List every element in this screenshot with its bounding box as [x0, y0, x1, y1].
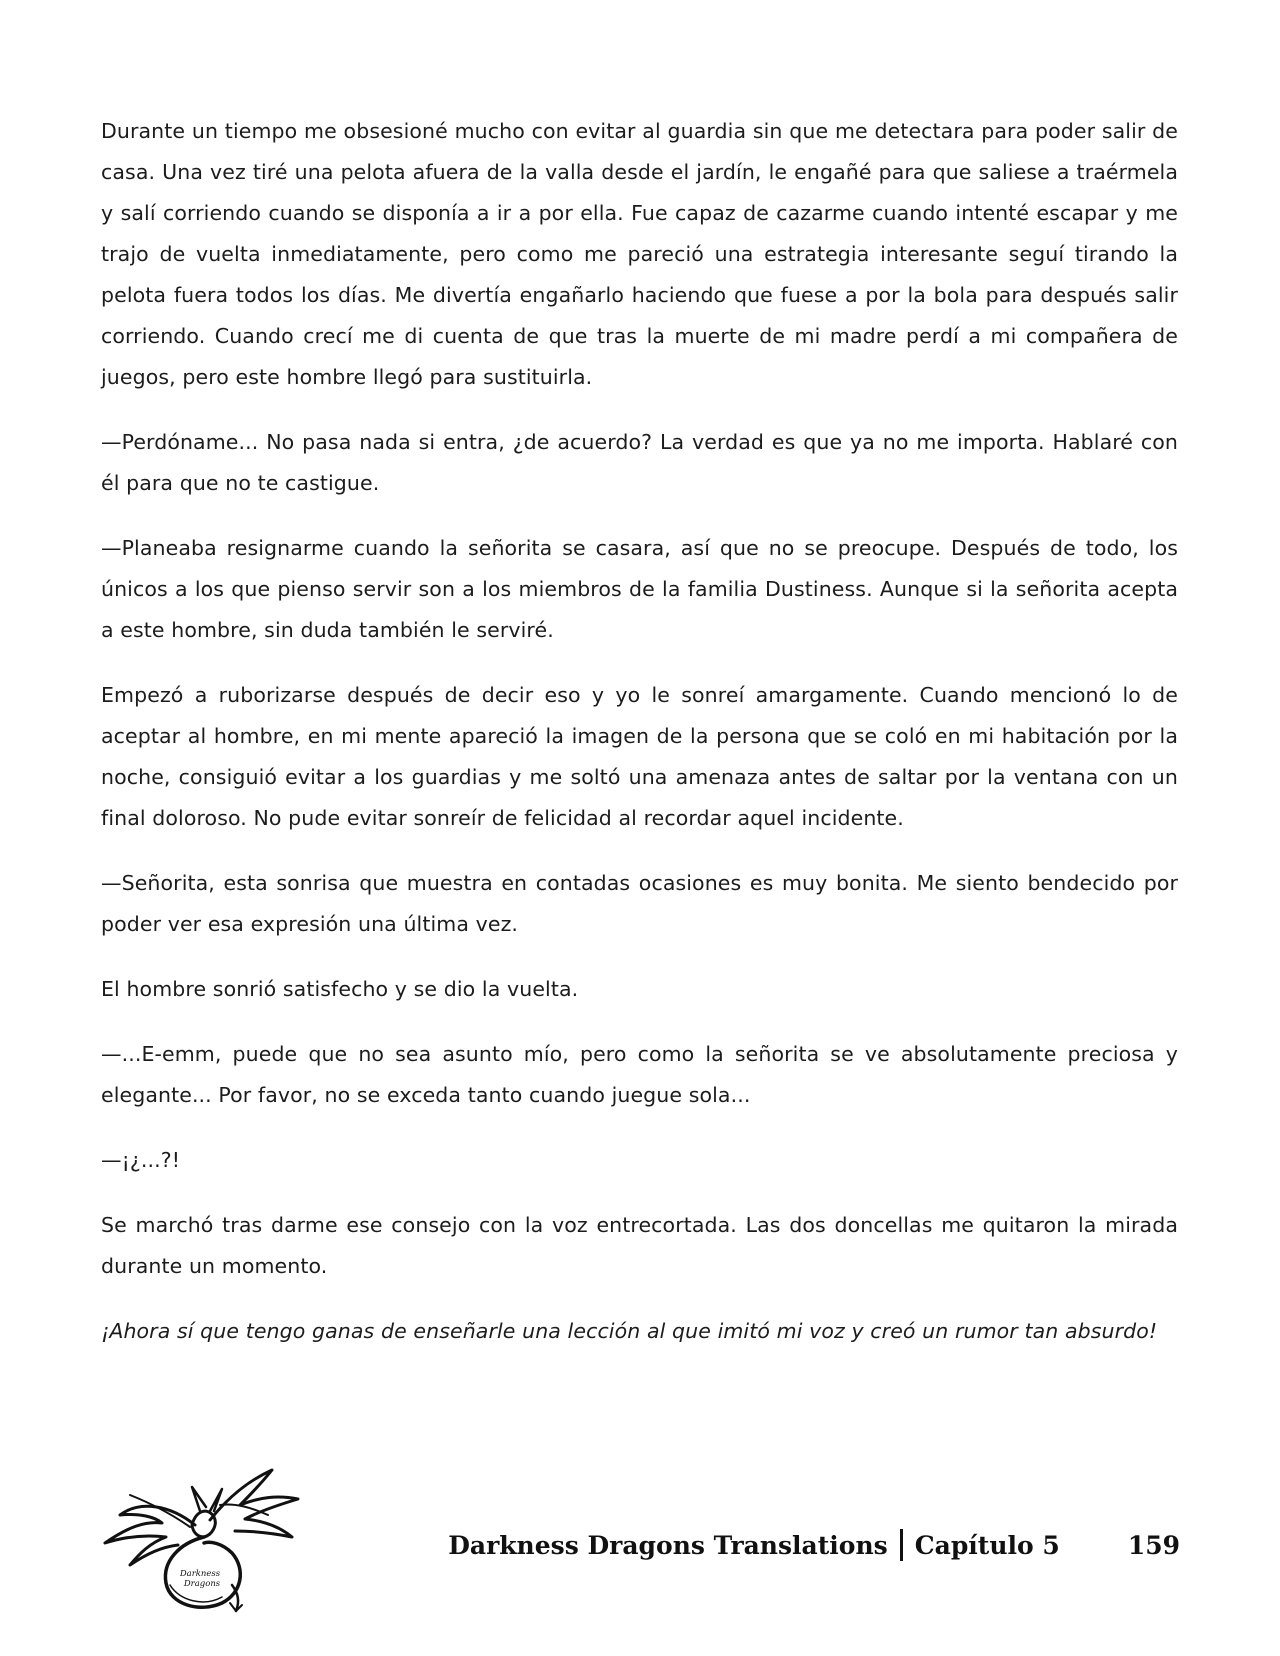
page-body: [101, 111, 1178, 1376]
paragraph: Durante un tiempo me obsesioné mucho con evitar al guardia sin que me detectara para poder salir de casa. Una vez tiré una pelota afuera de la valla desde el jardín, le engañé para que saliese a traérmela y salí corriendo cuando se disponía a ir a por ella. Fue capaz de cazarme cuando intenté escapar y me trajo de vuelta inmediatamente, pero como me pareció una estrategia interesante seguí tirando la pelota fuera todos los días. Me divertía engañarlo haciendo que fuese a por la bola para después salir corriendo. Cuando crecí me di cuenta de que tras la muerte de mi madre perdí a mi compañera de juegos, pero este hombre llegó para sustituirla.: [101, 119, 1178, 389]
paragraph: El hombre sonrió satisfecho y se dio la vuelta.: [101, 977, 579, 1001]
logo-text-line2: Dragons: [183, 1579, 221, 1589]
dragon-logo-icon: [100, 1465, 300, 1615]
page-number: 159: [1127, 1530, 1180, 1560]
page-footer: [100, 1465, 1180, 1615]
footer-credit: [448, 1525, 1180, 1565]
dialogue-paragraph: —Planeaba resignarme cuando la señorita se casara, así que no se preocupe. Después de todo, los únicos a los que pienso servir son a los miembros de la familia Dustiness. Aunque si la señorita acepta a este hombre, sin duda también le serviré.: [101, 536, 1178, 642]
dialogue-paragraph: —Señorita, esta sonrisa que muestra en contadas ocasiones es muy bonita. Me siento bendecido por poder ver esa expresión una última vez.: [101, 871, 1178, 936]
dialogue-paragraph: —Perdóname... No pasa nada si entra, ¿de acuerdo? La verdad es que ya no me importa. Hablaré con él para que no te castigue.: [101, 430, 1178, 495]
logo-text-line1: Darkness: [179, 1569, 221, 1579]
dialogue-paragraph: —...E-emm, puede que no sea asunto mío, pero como la señorita se ve absolutamente preciosa y elegante... Por favor, no se exceda tanto cuando juegue sola...: [101, 1042, 1178, 1107]
chapter-label: Capítulo 5: [914, 1530, 1060, 1560]
dialogue-paragraph: —¡¿...?!: [101, 1148, 181, 1172]
group-name: Darkness Dragons Translations: [448, 1530, 888, 1560]
footer-divider: [900, 1529, 903, 1561]
paragraph: Empezó a ruborizarse después de decir eso y yo le sonreí amargamente. Cuando mencionó lo de aceptar al hombre, en mi mente apareció la imagen de la persona que se coló en mi habitación por la noche, consiguió evitar a los guardias y me soltó una amenaza antes de saltar por la ventana con un final doloroso. No pude evitar sonreír de felicidad al recordar aquel incidente.: [101, 683, 1178, 830]
paragraph: Se marchó tras darme ese consejo con la voz entrecortada. Las dos doncellas me quitaron la mirada durante un momento.: [101, 1213, 1178, 1278]
italic-thought-paragraph: ¡Ahora sí que tengo ganas de enseñarle una lección al que imitó mi voz y creó un rumor tan absurdo!: [101, 1319, 1158, 1343]
